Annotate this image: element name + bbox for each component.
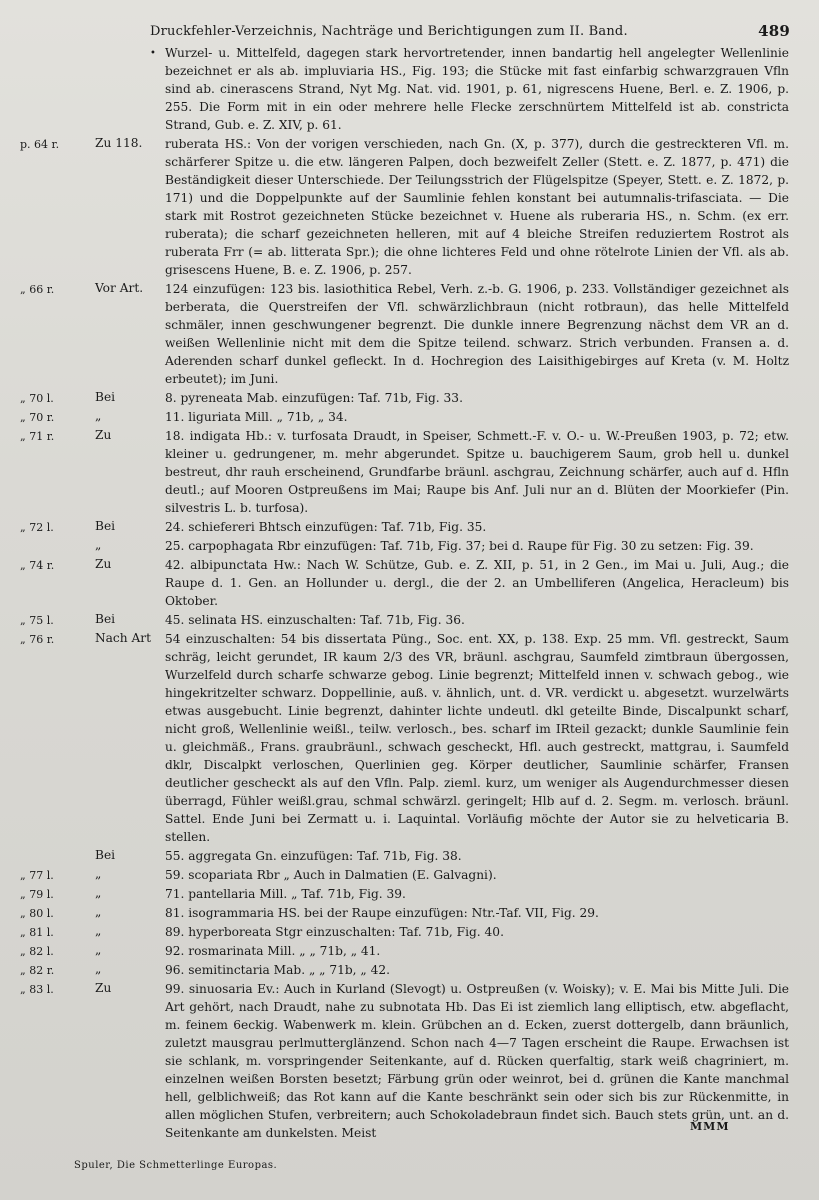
entry-prefix: Zu bbox=[95, 981, 112, 995]
entry-lasiothitica bbox=[0, 280, 819, 388]
entry-ref: „ 76 r. bbox=[20, 633, 55, 646]
entry-ref: „ 81 l. bbox=[20, 926, 54, 939]
entry-ref: „ 72 l. bbox=[20, 521, 54, 534]
entry-prefix: Bei bbox=[95, 519, 116, 533]
entry-ref: „ 70 l. bbox=[20, 392, 54, 405]
entry-prefix: Bei bbox=[95, 390, 116, 404]
entry-text: 92. rosmarinata Mill. „ „ 71b, „ 41. bbox=[165, 944, 381, 958]
entry-sinuosaria bbox=[0, 980, 819, 1142]
page-number: 489 bbox=[758, 22, 790, 40]
page-header bbox=[150, 24, 790, 39]
entry-prefix: Bei bbox=[95, 848, 116, 862]
entry-ref: p. 64 r. bbox=[20, 138, 60, 151]
entry-prefix: Zu bbox=[95, 428, 112, 442]
entry-ruberata bbox=[0, 135, 819, 279]
entry-ref: „ 75 l. bbox=[20, 614, 54, 627]
entry-prefix: „ bbox=[95, 409, 102, 423]
bullet-mark: • bbox=[150, 48, 156, 59]
entry-pantellaria bbox=[0, 885, 819, 903]
entry-text: 99. sinuosaria Ev.: Auch in Kurland (Slevogt) u. Ostpreußen (v. Woisky); v. E. Mai bis Mitte Juli. Die Art gehört, nach Draudt, nahe zu subnotata Hb. Das Ei ist ziemlich lang elliptisch, etw. abgeflacht, m. feinem 6eckig. Wabenwerk m. klein. Grübchen an d. Ecken, zuerst dottergelb, dann bräunlich, zuletzt mausgrau perlmutterglänzend. Schon nach 4—7 Tagen erscheint die Raupe. Erwachsen ist sie schlank, m. vorspringender Seitenkante, auf d. Rücken querfaltig, stark weiß chagriniert, m. einzelnen weißen Borsten besetzt; Färbung grün oder weinrot, bei d. grünen die Kante manchmal hell, gelblichweiß; das Rot kann auf die Kante beschränkt sein oder sich bis zur Rückenmitte, in allen möglichen Stufen, verbreitern; auch Schokoladebraun findet sich. Bauch stets grün, unt. an d. Seitenkante am dunkelsten. Meist bbox=[165, 982, 789, 1140]
entry-prefix: „ bbox=[95, 886, 102, 900]
entry-carpophagata bbox=[0, 537, 819, 555]
entry-text: 59. scopariata Rbr „ Auch in Dalmatien (E. Galvagni). bbox=[165, 868, 497, 882]
entries-list bbox=[0, 44, 819, 1143]
entry-liguriata bbox=[0, 408, 819, 426]
entry-text: 71. pantellaria Mill. „ Taf. 71b, Fig. 39. bbox=[165, 887, 406, 901]
entry-ref: „ 66 r. bbox=[20, 283, 55, 296]
page-footer: Spuler, Die Schmetterlinge Europas. bbox=[74, 1160, 278, 1171]
entry-ref: „ 74 r. bbox=[20, 559, 55, 572]
entry-semitinctaria bbox=[0, 961, 819, 979]
entry-text: ruberata HS.: Von der vorigen verschieden, nach Gn. (X, p. 377), durch die gestreckteren Vfl. m. schärferer Spitze u. die etw. längeren Palpen, doch bezweifelt Zeller (Stett. e. Z. 1877, p. 471) die Beständigkeit dieser Unterschiede. Der Teilungsstrich der Flügelspitze (Speyer, Stett. e. Z. 1872, p. 171) und die Doppelpunkte auf der Saumlinie fehlen konstant bei autumnalis-trifasciata. — Die stark mit Rostrot gezeichneten Stücke bezeichnet v. Huene als ruberaria HS., n. Schm. (ex err. ruberata); die scharf gezeichneten helleren, mit auf 4 bleiche Streifen reduziertem Rostrot als ruberata Frr (= ab. litterata Spr.); die ohne lichteres Feld und ohne rötelrote Linien der Vfl. als ab. grisescens Huene, B. e. Z. 1906, p. 257. bbox=[165, 137, 789, 277]
entry-text: 54 einzuschalten: 54 bis dissertata Püng., Soc. ent. XX, p. 138. Exp. 25 mm. Vfl. gestreckt, Saum schräg, leicht gerundet, IR kaum 2/3 des VR, bräunl. aschgrau, Saumfeld zimtbraun übergossen, Wurzelfeld durch scharfe schwarze gebog. Linie begrenzt; Mittelfeld innen v. schwach gebog., wie hingekritzelter schwarz. Doppellinie, auß. v. ähnlich, unt. d. VR. verdickt u. abgesetzt. wurzelwärts etwas ausgebucht. Linie begrenzt, dahinter lichte undeutl. dkl geteilte Binde, Discalpunkt scharf, nicht groß, Wellenlinie weißl., teilw. verlosch., bes. scharf im IRteil gezackt; dunkle Saumlinie fein u. gleichmäß., Frans. graubräunl., schwach gescheckt, Hfl. auch gestreckt, mattgrau, i. Saumfeld dklr, Discalpkt verloschen, Querlinien geg. Körper deutlicher, Saumlinie schärfer, Fransen deutlicher gescheckt als auf den Vfln. Palp. zieml. kurz, um weniger als Augendurchmesser diesen überragd, Fühler weißl.grau, schmal schwärzl. geringelt; Hlb auf d. 2. Segm. m. verlosch. bräunl. Sattel. Ende Juni bei Zermatt u. i. Laquintal. Vorläufig möchte der Autor sie zu helveticaria B. stellen. bbox=[165, 632, 789, 844]
entry-ref: „ 71 r. bbox=[20, 430, 55, 443]
entry-pyreneata bbox=[0, 389, 819, 407]
entry-ref: „ 82 l. bbox=[20, 945, 54, 958]
entry-aggregata bbox=[0, 847, 819, 865]
entry-prefix: Zu 118. bbox=[95, 136, 143, 150]
entry-text: 25. carpophagata Rbr einzufügen: Taf. 71b, Fig. 37; bei d. Raupe für Fig. 30 zu setzen: Fig. 39. bbox=[165, 539, 754, 553]
entry-ref: „ 83 l. bbox=[20, 983, 54, 996]
entry-text: 18. indigata Hb.: v. turfosata Draudt, in Speiser, Schmett.-F. v. O.- u. W.-Preußen 1903, p. 72; etw. kleiner u. gedrungener, m. mehr abgerundet. Spitze u. bauchigerem Saum, grob hell u. dunkel bestreut, dhr rauh erscheinend, Grundfarbe bräunl. aschgrau, Zeichnung schärfer, auch auf d. Hfln deutl.; auf Mooren Ostpreußens im Mai; Raupe bis Anf. Juli nur an d. Blüten der Moorkiefer (Pin. silvestris L. b. turfosa). bbox=[165, 429, 789, 515]
entry-prefix: „ bbox=[95, 943, 102, 957]
entry-ref: „ 80 l. bbox=[20, 907, 54, 920]
entry-prefix: „ bbox=[95, 867, 102, 881]
entry-ref: „ 70 r. bbox=[20, 411, 55, 424]
entry-rosmarinata bbox=[0, 942, 819, 960]
entry-text: 42. albipunctata Hw.: Nach W. Schütze, Gub. e. Z. XII, p. 51, in 2 Gen., im Mai u. Juli, Aug.; die Raupe d. 1. Gen. an Hollunder u. dergl., die der 2. an Umbelliferen (Angelica, Heracleum) bis Oktober. bbox=[165, 558, 789, 608]
entry-prefix: „ bbox=[95, 924, 102, 938]
entry-hyperboreata bbox=[0, 923, 819, 941]
entry-prefix: Bei bbox=[95, 612, 116, 626]
entry-text: 8. pyreneata Mab. einzufügen: Taf. 71b, Fig. 33. bbox=[165, 391, 463, 405]
entry-prefix: „ bbox=[95, 962, 102, 976]
entry-text: 96. semitinctaria Mab. „ „ 71b, „ 42. bbox=[165, 963, 390, 977]
entry-schiefereri bbox=[0, 518, 819, 536]
entry-text: 45. selinata HS. einzuschalten: Taf. 71b, Fig. 36. bbox=[165, 613, 465, 627]
entry-isogrammaria bbox=[0, 904, 819, 922]
entry-text: 11. liguriata Mill. „ 71b, „ 34. bbox=[165, 410, 348, 424]
entry-text: Wurzel- u. Mittelfeld, dagegen stark hervortretender, innen bandartig hell angelegter Wellenlinie bezeichnet er als ab. impluviaria HS., Fig. 193; die Stücke mit fast einfarbig schwarzgrauen Vfln sind ab. cinerascens Strand, Nyt Mg. Nat. vid. 1901, p. 61, nigrescens Huene, Berl. e. Z. 1906, p. 255. Die Form mit in ein oder mehrere helle Flecke zerschnürtem Mittelfeld ist ab. constricta Strand, Gub. e. Z. XIV, p. 61. bbox=[165, 46, 789, 132]
entry-prefix: Nach Art bbox=[95, 631, 152, 645]
running-title: Druckfehler-Verzeichnis, Nachträge und Berichtigungen zum II. Band. bbox=[150, 24, 628, 39]
entry-prefix: Vor Art. bbox=[95, 281, 144, 295]
entry-prefix: „ bbox=[95, 905, 102, 919]
entry-ref: „ 82 r. bbox=[20, 964, 55, 977]
entry-ref: „ 77 l. bbox=[20, 869, 54, 882]
entry-dissertata bbox=[0, 630, 819, 846]
entry-albipunctata bbox=[0, 556, 819, 610]
entry-text: 89. hyperboreata Stgr einzuschalten: Taf. 71b, Fig. 40. bbox=[165, 925, 504, 939]
entry-ref: „ 79 l. bbox=[20, 888, 54, 901]
entry-scopariata bbox=[0, 866, 819, 884]
entry-prefix: „ bbox=[95, 538, 102, 552]
entry-text: 55. aggregata Gn. einzufügen: Taf. 71b, Fig. 38. bbox=[165, 849, 462, 863]
entry-text: 124 einzufügen: 123 bis. lasiothitica Rebel, Verh. z.-b. G. 1906, p. 233. Vollständiger gezeichnet als berberata, die Querstreifen der Vfl. schwärzlichbraun (nicht rotbraun), das helle Mittelfeld schmäler, innen geschwungener begrenzt. Die dunkle innere Begrenzung nächst dem VR an d. weißen Wellenlinie nicht mit dem die Spitze teilend. schwarz. Strich verbunden. Fransen a. d. Aderenden scharf dunkel gefleckt. In d. Hochregion des Laisithigebirges auf Kreta (v. M. Holtz erbeutet); im Juni. bbox=[165, 282, 789, 386]
entry-prefix: Zu bbox=[95, 557, 112, 571]
entry-indigata bbox=[0, 427, 819, 517]
entry-selinata bbox=[0, 611, 819, 629]
entry-text: 24. schiefereri Bhtsch einzufügen: Taf. 71b, Fig. 35. bbox=[165, 520, 487, 534]
signature-mark: MMM bbox=[690, 1120, 730, 1133]
entry-text: 81. isogrammaria HS. bei der Raupe einzufügen: Ntr.-Taf. VII, Fig. 29. bbox=[165, 906, 599, 920]
entry-continuation bbox=[0, 44, 819, 134]
